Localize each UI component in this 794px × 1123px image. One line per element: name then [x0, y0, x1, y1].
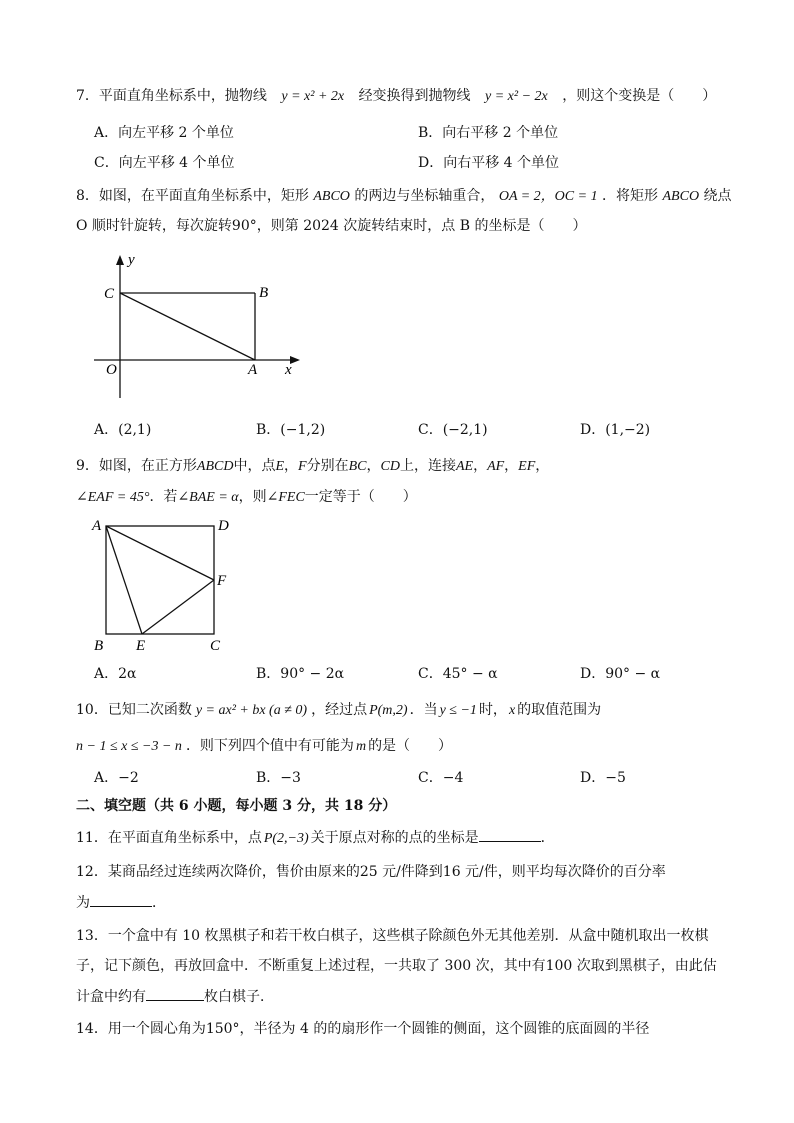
q10-text-2: ，经过点: [311, 702, 368, 718]
q8-text-2: 的两边与坐标轴重合，: [354, 188, 495, 204]
q8-label-c: C: [104, 286, 115, 302]
q7-stem: [76, 86, 716, 107]
q9-option-a: A．2α: [94, 666, 137, 682]
q8-label-o: O: [106, 362, 117, 378]
q9-math-fec: ∠FEC: [266, 490, 305, 505]
q9-text-4: 上，连接: [399, 458, 456, 474]
q8-label-a: A: [248, 362, 258, 378]
q10-text-6: ．则下列四个值中有可能为: [185, 738, 354, 754]
q7-option-a: A．向左平移 2 个单位: [94, 125, 234, 141]
q8-stem-line1: [76, 186, 732, 207]
q9-text-5: ．若: [149, 489, 178, 505]
q10-text-1: 10．已知二次函数: [76, 702, 192, 718]
q9-math-e: E: [275, 459, 285, 474]
q8-text-1: 8．如图，在平面直角坐标系中，矩形: [76, 188, 309, 204]
q9-figure: [90, 514, 250, 658]
q10-option-a: A．−2: [94, 770, 139, 786]
q8-label-b: B: [259, 285, 269, 301]
q10-math-m: m: [355, 739, 367, 754]
q8-stem-line2: O 顺时针旋转，每次旋转90°，则第 2024 次旋转结束时，点 B 的坐标是（ ）: [76, 218, 587, 234]
q10-option-c: C．−4: [418, 770, 464, 786]
q7-formula-2: y = x² − 2x: [485, 89, 548, 104]
q13-stem-line1: 13．一个盒中有 10 枚黑棋子和若干枚白棋子，这些棋子除颜色外无其他差别．从盒中随机取出一枚棋: [76, 928, 709, 944]
q7-option-c: C．向左平移 4 个单位: [94, 155, 235, 171]
q9-option-b: B．90° − 2α: [256, 666, 345, 682]
q9-comma-5: ，: [535, 458, 550, 474]
q8-figure: [90, 250, 310, 404]
q9-math-bc: BC: [348, 459, 367, 474]
q9-math-f: F: [298, 459, 307, 474]
q10-option-d: D．−5: [580, 770, 626, 786]
q8-label-x: x: [285, 362, 292, 378]
q9-math-abcd: ABCD: [196, 459, 234, 474]
q11-text-1: 11．在平面直角坐标系中，点: [76, 830, 262, 846]
q12-stem-line2: [76, 892, 166, 913]
q10-stem-line2: [76, 736, 452, 757]
q9-stem-line2: [76, 487, 417, 508]
q7-formula-1: y = x² + 2x: [281, 89, 345, 104]
q10-math-y-cond: y ≤ −1: [439, 703, 477, 718]
q9-comma-2: ，: [366, 458, 381, 474]
q9-math-af: AF: [487, 459, 505, 474]
q10-text-3: ．当: [409, 702, 438, 718]
q13-text-end: 枚白棋子．: [204, 989, 274, 1005]
q9-math-cd: CD: [380, 459, 400, 474]
q10-text-7: 的是（ ）: [368, 738, 453, 754]
q11-stem: [76, 827, 555, 849]
q7-option-b: B．向右平移 2 个单位: [418, 125, 559, 141]
q9-text-7: 一定等于（ ）: [304, 489, 417, 505]
q9-math-ef: EF: [518, 459, 536, 474]
q12-text-end: ．: [152, 895, 166, 911]
q10-math-range: n − 1 ≤ x ≤ −3 − n: [76, 739, 182, 754]
q9-text-2: 中，点: [233, 458, 276, 474]
q9-option-d: D．90° − α: [580, 666, 661, 682]
q8-math-lengths: OA = 2，OC = 1: [498, 189, 598, 204]
q7-option-d: D．向右平移 4 个单位: [418, 155, 560, 171]
q8-math-abco-2: ABCO: [662, 189, 700, 204]
q9-comma-4: ，: [504, 458, 519, 474]
q9-stem-line1: [76, 456, 549, 477]
q12-answer-blank[interactable]: [90, 892, 152, 907]
q11-answer-blank[interactable]: [479, 827, 541, 842]
q10-math-point: P(m,2): [369, 703, 408, 718]
q10-option-b: B．−3: [256, 770, 301, 786]
q12-stem-line1: 12．某商品经过连续两次降价，售价由原来的25 元/件降到16 元/件，则平均每次降价的百分率: [76, 864, 666, 880]
q9-option-c: C．45° − α: [418, 666, 498, 682]
q9-label-d: D: [218, 518, 229, 534]
q13-stem-line2: 子，记下颜色，再放回盒中．不断重复上述过程，一共取了 300 次，其中有100 次取到黑棋子，由此估: [76, 958, 717, 974]
q13-stem-line3: [76, 986, 274, 1007]
q9-math-eaf: ∠EAF = 45°: [76, 490, 150, 505]
q8-option-c: C．(−2,1): [418, 422, 488, 438]
q9-label-e: E: [136, 638, 146, 654]
q9-comma-1: ，: [284, 458, 299, 474]
q9-label-f: F: [217, 573, 227, 589]
q8-label-y: y: [128, 252, 135, 268]
q7-text-2: 经变换得到抛物线: [358, 88, 471, 104]
q11-text-2: 关于原点对称的点的坐标是: [310, 830, 479, 846]
q13-text-start: 计盒中约有: [76, 989, 146, 1005]
section-heading-fill-in: 二、填空题（共 6 小题，每小题 3 分，共 18 分）: [76, 798, 397, 814]
q10-math-x: x: [508, 703, 516, 718]
q9-text-3: 分别在: [306, 458, 349, 474]
q10-stem-line1: [76, 700, 601, 721]
q11-text-3: ．: [540, 830, 555, 846]
q8-math-abco: ABCO: [313, 189, 350, 204]
q12-text-start: 为: [76, 895, 90, 911]
q11-math-point: P(2,−3): [263, 831, 309, 846]
q10-math-function: y = ax² + bx (a ≠ 0): [195, 703, 308, 718]
q10-text-4: 时，: [478, 702, 507, 718]
q13-answer-blank[interactable]: [146, 986, 204, 1001]
q8-text-4: 绕点: [703, 188, 732, 204]
q8-text-3: ．将矩形: [602, 188, 659, 204]
q9-text-6: ，则: [238, 489, 267, 505]
q9-label-b: B: [94, 638, 104, 654]
q7-text-1: 7．平面直角坐标系中，抛物线: [76, 88, 267, 104]
q8-option-a: A．(2,1): [94, 422, 152, 438]
q9-label-c: C: [210, 638, 221, 654]
q9-math-ae: AE: [455, 459, 474, 474]
q7-text-3: ，则这个变换是（ ）: [562, 88, 717, 104]
q9-comma-3: ，: [473, 458, 488, 474]
q9-label-a: A: [92, 518, 102, 534]
q9-math-bae: ∠BAE = α: [177, 490, 239, 505]
q14-stem-line1: 14．用一个圆心角为150°，半径为 4 的的扇形作一个圆锥的侧面，这个圆锥的底面圆的半径: [76, 1021, 650, 1037]
q8-option-b: B．(−1,2): [256, 422, 326, 438]
q10-text-5: 的取值范围为: [517, 702, 602, 718]
q9-text-1: 9．如图，在正方形: [76, 458, 197, 474]
q8-option-d: D．(1,−2): [580, 422, 651, 438]
